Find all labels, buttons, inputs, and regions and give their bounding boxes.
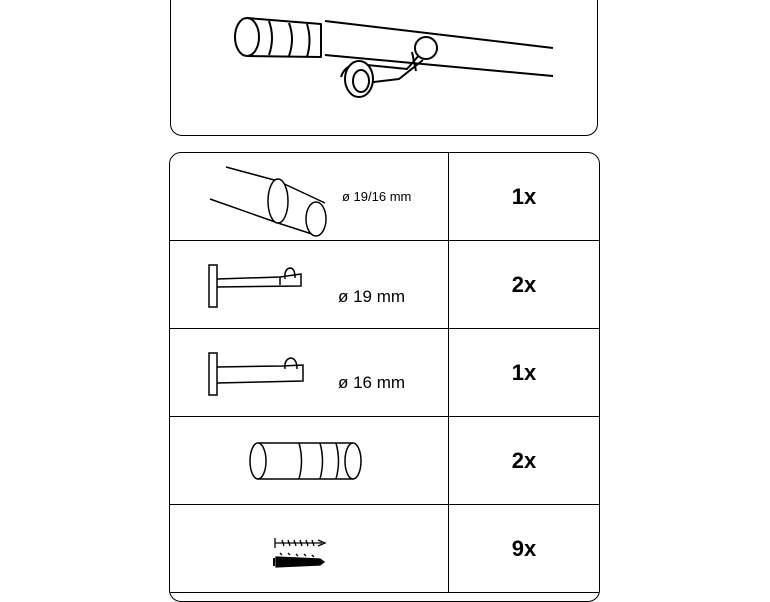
- part-illustration-cell: [170, 329, 449, 416]
- quantity-value: 9x: [511, 535, 537, 561]
- wall-bracket-icon: [170, 329, 449, 417]
- part-illustration-cell: [170, 153, 449, 240]
- part-illustration-cell: [170, 241, 449, 328]
- quantity-value: 2x: [511, 271, 537, 297]
- screw-and-plug-icon: [170, 505, 449, 593]
- end-cap-icon: [170, 417, 449, 505]
- parts-list-table: [169, 152, 600, 602]
- assembled-rod-icon: [171, 0, 599, 137]
- table-row: [170, 417, 599, 505]
- assembled-rod-panel: [170, 0, 598, 136]
- quantity-value: 1x: [511, 359, 537, 385]
- table-row: [170, 329, 599, 417]
- table-row: [170, 241, 599, 329]
- rod-dimension-label: ø 19/16 mm: [342, 189, 412, 204]
- bracket-19-dimension-label: ø 19 mm: [338, 287, 406, 306]
- wall-bracket-icon: [170, 241, 449, 329]
- quantity-value: 1x: [511, 183, 537, 209]
- bracket-16-dimension-label: ø 16 mm: [338, 373, 406, 392]
- quantity-value: 2x: [511, 447, 537, 473]
- part-illustration-cell: [170, 505, 449, 592]
- table-row: [170, 505, 599, 593]
- table-row: [170, 153, 599, 241]
- part-illustration-cell: [170, 417, 449, 504]
